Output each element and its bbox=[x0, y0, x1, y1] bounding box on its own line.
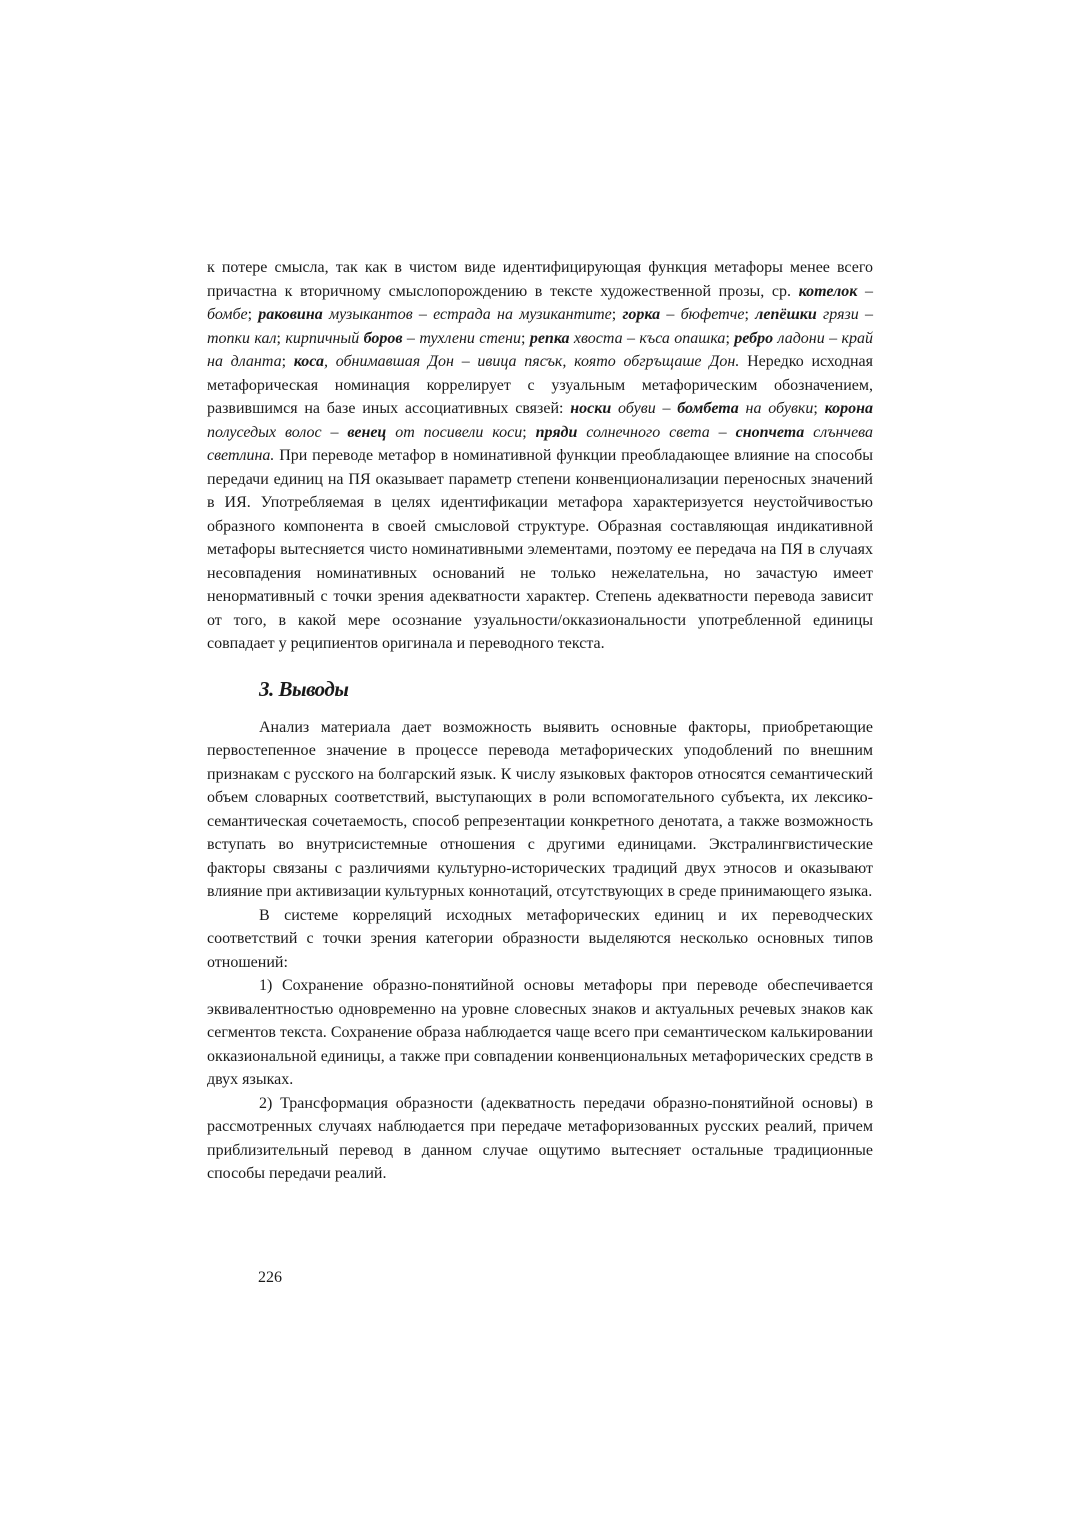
example-text: ладони – край на дланта bbox=[207, 329, 874, 370]
separator: ; bbox=[281, 353, 294, 370]
example-keyword: носки bbox=[570, 400, 612, 417]
list-item-1: 1) Сохранение образно-понятийной основы метафоры при переводе обеспечивается эквивалентностью одновременно на уровне словесных знаков и актуальных речевых знаков как сегментов текста. Сохранение образа наблюдается чаще всего при семантическом калькировании окказиональной единицы, а также при совпадении конвенциональных метафорических средств в двух языках. bbox=[207, 977, 873, 1088]
example-text: на обувки bbox=[738, 400, 814, 417]
example-keyword: корона bbox=[824, 400, 874, 417]
page-body bbox=[207, 256, 873, 1186]
example-keyword: коса bbox=[293, 353, 324, 370]
example-keyword: пряди bbox=[535, 423, 578, 441]
separator: ; bbox=[813, 400, 825, 417]
text-run: к потере смысла, так как в чистом виде идентифицирующая функция метафоры менее всего причастна к вторичному смыслопорождению в тексте художественной прозы, ср. bbox=[207, 259, 873, 300]
separator: ; bbox=[276, 329, 286, 347]
section-heading: 3. Выводы bbox=[259, 676, 349, 701]
example-text: музыкантов – естрада на музикантите bbox=[322, 306, 612, 323]
paragraph-analysis: Анализ материала дает возможность выявить основные факторы, приобретающие первостепенное значение в процессе перевода метафорических уподоблений по внешним признакам с русского на болгарский язык. К числу языковых факторов относятся семантический объем словарных соответствий, выступающих в роли вспомогательного субъекта, их лексико-семантическая сочетаемость, способ репрезентации конкретного денотата, а также возможность вступать во внутрисистемные отношения с другими единицами. Экстралингвистические факторы связаны с различиями культурно-исторических традиций двух этносов и оказывают влияние при активизации культурных коннотаций, отсутствующих в среде принимающего языка. bbox=[207, 718, 873, 900]
example-text: грязи – топки кал bbox=[207, 306, 873, 347]
separator: ; bbox=[247, 306, 259, 323]
page-number: 226 bbox=[258, 1269, 282, 1286]
example-text: кирпичный bbox=[285, 329, 364, 347]
text-run: При переводе метафор в номинативной функции преобладающее влияние на способы передачи единиц на ПЯ оказывает параметр степени конвенционализации переносных значений в ИЯ. Употребляемая в целях идентификации метафора характеризуется неустойчивостью образного компонента в своей смысловой структуре. Образная составляющая индикативной метафоры вытесняется чисто номинативными элементами, поэтому ее передача на ПЯ в случаях несовпадения номинативных оснований не только нежелательна, но зачастую имеет ненормативный с точки зрения адекватности характер. Степень адекватности перевода зависит от того, в какой мере осознание узуальности/окказиональности употребленной единицы совпадает у реципиентов оригинала и переводного текста. bbox=[207, 447, 873, 652]
list-item-2: 2) Трансформация образности (адекватность передачи образно-понятийной основы) в рассмотренных случаях наблюдается при передаче метафоризованных русских реалий, причем приблизительный перевод в данном случае ощутимо вытесняет остальные традиционные способы передачи реалий. bbox=[207, 1094, 873, 1182]
example-text: от посивели коси bbox=[386, 423, 523, 441]
paragraph-metaphor-examples bbox=[207, 256, 873, 656]
separator: ; bbox=[744, 306, 756, 323]
example-keyword: лепёшки bbox=[755, 306, 817, 323]
example-keyword: ребро bbox=[734, 329, 774, 347]
example-text: , обнимавшая Дон – ивица пясък, която обгръщаше Дон. bbox=[323, 353, 740, 370]
example-text: солнечного света – bbox=[577, 423, 736, 441]
example-text: полуседых волос – bbox=[207, 423, 348, 441]
example-keyword: венец bbox=[347, 423, 387, 441]
example-keyword: раковина bbox=[258, 306, 323, 323]
example-text: хвоста – къса опашка bbox=[569, 329, 726, 347]
example-keyword: бомбета bbox=[677, 400, 739, 417]
separator: ; bbox=[725, 329, 735, 347]
example-keyword: снопчета bbox=[735, 423, 805, 441]
separator: ; bbox=[522, 423, 536, 441]
separator: ; bbox=[611, 306, 623, 323]
example-text: – тухлени стени bbox=[402, 329, 521, 347]
paragraph-correlations: В системе корреляций исходных метафорических единиц и их переводческих соответствий с точки зрения категории образности выделяются несколько основных типов отношений: bbox=[207, 906, 873, 971]
example-text: – бомбе bbox=[207, 282, 874, 323]
example-text: – бюфетче bbox=[660, 306, 745, 323]
separator: ; bbox=[520, 329, 530, 347]
text-run: Нередко исходная метафорическая номинация коррелирует с узуальным метафорическим обозначением, развившимся на базе иных ассоциативных связей: bbox=[207, 353, 873, 417]
example-text: обуви – bbox=[611, 400, 678, 417]
example-keyword: боров bbox=[363, 329, 403, 347]
example-keyword: репка bbox=[529, 329, 570, 347]
example-keyword: горка bbox=[622, 306, 661, 323]
example-keyword: котелок bbox=[798, 282, 858, 300]
example-text: слънчева светлина. bbox=[207, 423, 874, 464]
